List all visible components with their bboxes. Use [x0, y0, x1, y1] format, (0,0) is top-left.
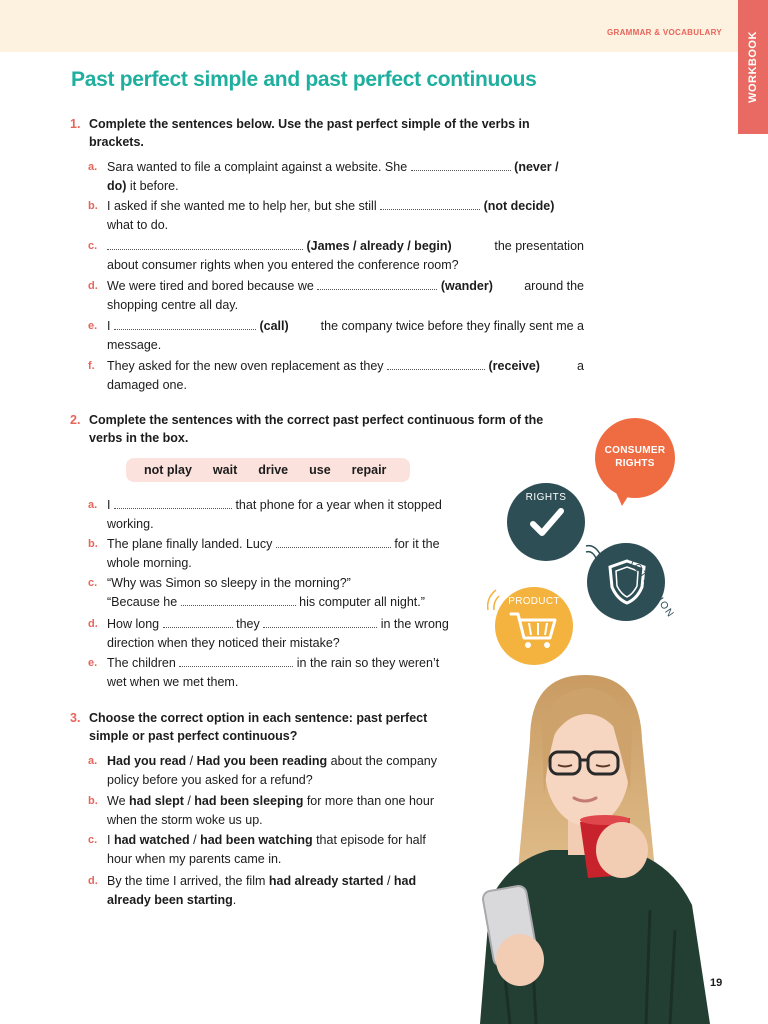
item-text: “Because he [107, 594, 178, 609]
item-letter: c. [88, 834, 98, 846]
option-2[interactable]: Had you been reading [196, 754, 328, 768]
answer-blank[interactable] [163, 616, 233, 628]
page-title: Past perfect simple and past perfect continuous [71, 68, 537, 91]
instruction-line: simple or past perfect continuous? [89, 729, 298, 743]
box-word: repair [351, 463, 387, 477]
option-separator: / [383, 874, 394, 888]
item-text: his computer all night.” [299, 594, 425, 609]
exercise-1-instruction [70, 115, 590, 151]
item-text: hour when my parents came in. [107, 851, 282, 866]
answer-blank[interactable] [387, 358, 485, 370]
motion-lines-icon [482, 588, 500, 614]
item-letter: a. [88, 755, 98, 767]
item-text: shopping centre all day. [107, 297, 239, 312]
option-2[interactable]: already been starting [107, 892, 233, 907]
bubble-text: CONSUMER [604, 445, 666, 456]
item-text: what to do. [107, 217, 169, 232]
exercise-2-instruction [70, 411, 590, 447]
instruction-line: brackets. [89, 135, 144, 149]
option-separator: / [189, 833, 201, 847]
item-letter: d. [88, 618, 98, 630]
item-letter: e. [88, 320, 98, 332]
verb-prompt: (wander) [440, 279, 493, 293]
box-word: use [309, 463, 331, 477]
item-letter: b. [88, 200, 98, 212]
option-1[interactable]: had watched [113, 833, 190, 847]
verb-prompt: (call) [259, 319, 289, 333]
item-text: the presentation [494, 239, 584, 253]
option-separator: / [186, 754, 197, 768]
answer-blank[interactable] [317, 278, 437, 290]
item-letter: d. [88, 280, 98, 292]
verb-prompt: do) [107, 178, 127, 193]
item-text: We were tired and bored because we [107, 279, 314, 293]
item-text: that phone for a year when it stopped [235, 498, 442, 512]
instruction-line: Complete the sentences with the correct past perfect continuous form of the [89, 413, 544, 427]
item-text: Sara wanted to file a complaint against a website. She [107, 160, 408, 174]
consumer-rights-bubble [595, 418, 675, 498]
item-text: The plane finally landed. Lucy [107, 537, 273, 551]
item-text: it before. [129, 178, 179, 193]
item-letter: c. [88, 577, 98, 589]
answer-blank[interactable] [114, 497, 232, 509]
item-text: By the time I arrived, the film [107, 874, 269, 888]
shopping-cart-icon [509, 611, 559, 651]
item-text: that episode for half [312, 833, 426, 847]
option-1[interactable]: had slept [129, 794, 184, 808]
option-separator: / [183, 794, 195, 808]
verb-prompt: (never / [514, 160, 559, 174]
rights-circle [507, 483, 585, 561]
item-text: policy before you asked for a refund? [107, 772, 313, 787]
item-letter: a. [88, 499, 98, 511]
option-1[interactable]: Had you read [107, 754, 187, 768]
answer-blank[interactable] [114, 318, 256, 330]
item-text: We [107, 794, 129, 808]
exercise-3-instruction [70, 709, 470, 745]
answer-blank[interactable] [181, 594, 296, 606]
instruction-line: verbs in the box. [89, 431, 189, 445]
verb-prompt: (James / already / begin) [306, 239, 452, 253]
bubble-text: RIGHTS [615, 458, 655, 469]
item-letter: b. [88, 795, 98, 807]
item-text: damaged one. [107, 377, 187, 392]
protection-label: PROTECTION [620, 548, 677, 621]
item-letter: f. [88, 360, 95, 372]
instruction-line: Complete the sentences below. Use the past perfect simple of the verbs in [89, 117, 530, 131]
item-text: they [236, 617, 260, 631]
exercise-number: 1. [70, 117, 81, 131]
item-letter: a. [88, 161, 98, 173]
woman-photo [470, 670, 730, 1024]
item-text: for more than one hour [303, 794, 434, 808]
exercise-number: 3. [70, 711, 81, 725]
option-2[interactable]: had [393, 874, 417, 888]
item-text: in the rain so they weren’t [296, 656, 440, 670]
item-text: message. [107, 337, 162, 352]
item-text: a [577, 359, 584, 373]
answer-blank[interactable] [380, 198, 480, 210]
instruction-line: Choose the correct option in each sentence: past perfect [89, 711, 428, 725]
item-text: How long [107, 617, 160, 631]
item-text: direction when they noticed their mistake? [107, 635, 340, 650]
item-letter: b. [88, 538, 98, 550]
word-box [126, 458, 410, 482]
item-text: around the [524, 279, 584, 293]
answer-blank[interactable] [276, 536, 391, 548]
item-text: The children [107, 656, 176, 670]
option-2[interactable]: had been watching [200, 833, 313, 847]
answer-blank[interactable] [411, 159, 511, 171]
item-text: whole morning. [107, 555, 192, 570]
item-text: I asked if she wanted me to help her, but she still [107, 199, 377, 213]
box-word: wait [212, 463, 238, 477]
item-text: the company twice before they finally sent me a [320, 319, 584, 333]
item-text: when the storm woke us up. [107, 812, 263, 827]
checkmark-icon [529, 507, 565, 539]
verb-prompt: (not decide) [483, 199, 555, 213]
verb-prompt: (receive) [488, 359, 540, 373]
item-letter: d. [88, 875, 98, 887]
item-text: They asked for the new oven replacement as they [107, 359, 384, 373]
top-band [0, 0, 768, 52]
workbook-tab [738, 0, 768, 134]
box-word: drive [258, 463, 289, 477]
item-text: about consumer rights when you entered the conference room? [107, 257, 459, 272]
option-1[interactable]: had already started [268, 874, 384, 888]
item-text: I [107, 319, 111, 333]
answer-blank[interactable] [107, 238, 303, 250]
item-letter: e. [88, 657, 98, 669]
item-text: for it the [394, 537, 440, 551]
product-circle [495, 587, 573, 665]
answer-blank[interactable] [263, 616, 377, 628]
item-text: wet when we met them. [107, 674, 239, 689]
option-2[interactable]: had been sleeping [194, 794, 304, 808]
item-text: working. [107, 516, 154, 531]
box-word: not play [144, 463, 192, 477]
item-text: . [232, 892, 237, 907]
workbook-tab-label: WORKBOOK [747, 31, 759, 103]
speech-tail-icon [612, 488, 636, 508]
item-text: about the company [327, 754, 437, 768]
motion-lines-icon [584, 540, 602, 562]
item-letter: c. [88, 240, 98, 252]
item-text: I [107, 833, 114, 847]
product-label: PRODUCT [508, 596, 560, 607]
rights-label: RIGHTS [525, 492, 567, 503]
answer-blank[interactable] [179, 655, 293, 667]
exercise-number: 2. [70, 413, 81, 427]
item-text: I [107, 498, 111, 512]
item-text: in the wrong [380, 617, 449, 631]
item-text: “Why was Simon so sleepy in the morning?” [107, 576, 351, 590]
page-number: 19 [710, 977, 723, 989]
section-label: GRAMMAR & VOCABULARY [606, 28, 722, 37]
